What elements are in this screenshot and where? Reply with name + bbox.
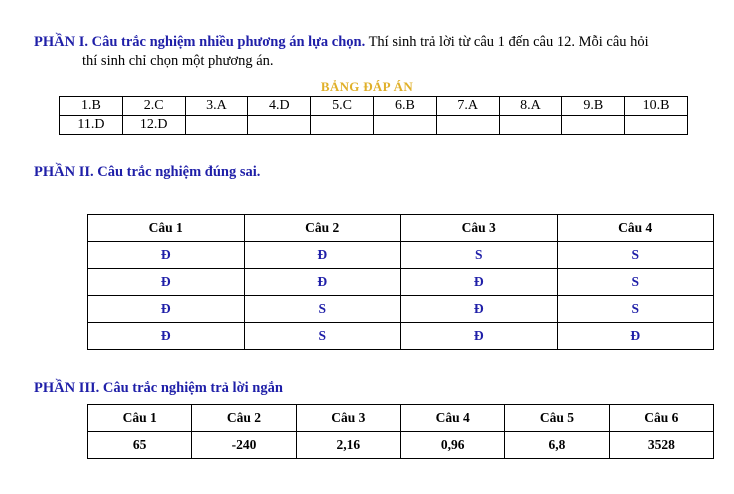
table-row xyxy=(60,116,688,135)
tf-cell: Đ xyxy=(88,296,245,323)
answer-cell: 11.D xyxy=(60,116,123,135)
table-row xyxy=(88,296,714,323)
answer-cell: 5.C xyxy=(311,97,374,116)
tf-cell: Đ xyxy=(401,269,558,296)
answer-cell xyxy=(562,116,625,135)
answer-key-title: BẢNG ĐÁP ÁN xyxy=(320,79,414,94)
part1-instruction-1: Thí sinh trả lời từ câu 1 đến câu 12. Mỗi câu hỏi xyxy=(365,34,649,50)
tf-cell: Đ xyxy=(401,323,558,350)
table-row xyxy=(88,242,714,269)
tf-cell: Đ xyxy=(88,269,245,296)
answer-cell: 3.A xyxy=(185,97,248,116)
tf-cell: S xyxy=(244,323,401,350)
table-header-row xyxy=(88,405,714,432)
table-row xyxy=(88,323,714,350)
part1-instruction-2: thí sinh chỉ chọn một phương án. xyxy=(82,53,274,69)
answer-cell: 6.B xyxy=(373,97,436,116)
column-header: Câu 2 xyxy=(244,215,401,242)
answer-cell: 12.D xyxy=(122,116,185,135)
answer-cell: 4.D xyxy=(248,97,311,116)
answer-cell xyxy=(373,116,436,135)
short-answer-cell: -240 xyxy=(192,432,296,459)
answer-cell xyxy=(436,116,499,135)
column-header: Câu 3 xyxy=(401,215,558,242)
answer-key-table xyxy=(59,96,688,135)
answer-cell xyxy=(248,116,311,135)
column-header: Câu 6 xyxy=(609,405,713,432)
tf-cell: S xyxy=(557,296,714,323)
tf-cell: S xyxy=(244,296,401,323)
table-row xyxy=(60,97,688,116)
short-answer-cell: 0,96 xyxy=(400,432,504,459)
tf-cell: S xyxy=(401,242,558,269)
tf-cell: S xyxy=(557,269,714,296)
answer-cell xyxy=(185,116,248,135)
column-header: Câu 1 xyxy=(88,405,192,432)
part1-intro xyxy=(34,33,724,71)
column-header: Câu 4 xyxy=(557,215,714,242)
answer-cell: 9.B xyxy=(562,97,625,116)
column-header: Câu 5 xyxy=(505,405,609,432)
answer-cell: 2.C xyxy=(122,97,185,116)
table-row xyxy=(88,432,714,459)
answer-cell: 8.A xyxy=(499,97,562,116)
column-header: Câu 1 xyxy=(88,215,245,242)
answer-cell: 7.A xyxy=(436,97,499,116)
column-header: Câu 3 xyxy=(296,405,400,432)
table-header-row xyxy=(88,215,714,242)
answer-cell xyxy=(499,116,562,135)
answer-cell xyxy=(625,116,688,135)
short-answer-cell: 6,8 xyxy=(505,432,609,459)
answer-cell: 10.B xyxy=(625,97,688,116)
answer-cell: 1.B xyxy=(60,97,123,116)
column-header: Câu 4 xyxy=(400,405,504,432)
short-answer-table xyxy=(87,404,714,459)
tf-cell: Đ xyxy=(244,242,401,269)
true-false-table xyxy=(87,214,714,350)
part2-heading: PHẦN II. Câu trắc nghiệm đúng sai. xyxy=(34,164,261,180)
part1-heading: PHẦN I. Câu trắc nghiệm nhiều phương án lựa chọn. xyxy=(34,34,366,50)
part3-heading: PHẦN III. Câu trắc nghiệm trả lời ngắn xyxy=(34,380,283,396)
tf-cell: S xyxy=(557,242,714,269)
tf-cell: Đ xyxy=(88,242,245,269)
tf-cell: Đ xyxy=(557,323,714,350)
tf-cell: Đ xyxy=(244,269,401,296)
tf-cell: Đ xyxy=(401,296,558,323)
short-answer-cell: 2,16 xyxy=(296,432,400,459)
answer-cell xyxy=(311,116,374,135)
table-row xyxy=(88,269,714,296)
column-header: Câu 2 xyxy=(192,405,296,432)
tf-cell: Đ xyxy=(88,323,245,350)
short-answer-cell: 65 xyxy=(88,432,192,459)
short-answer-cell: 3528 xyxy=(609,432,713,459)
